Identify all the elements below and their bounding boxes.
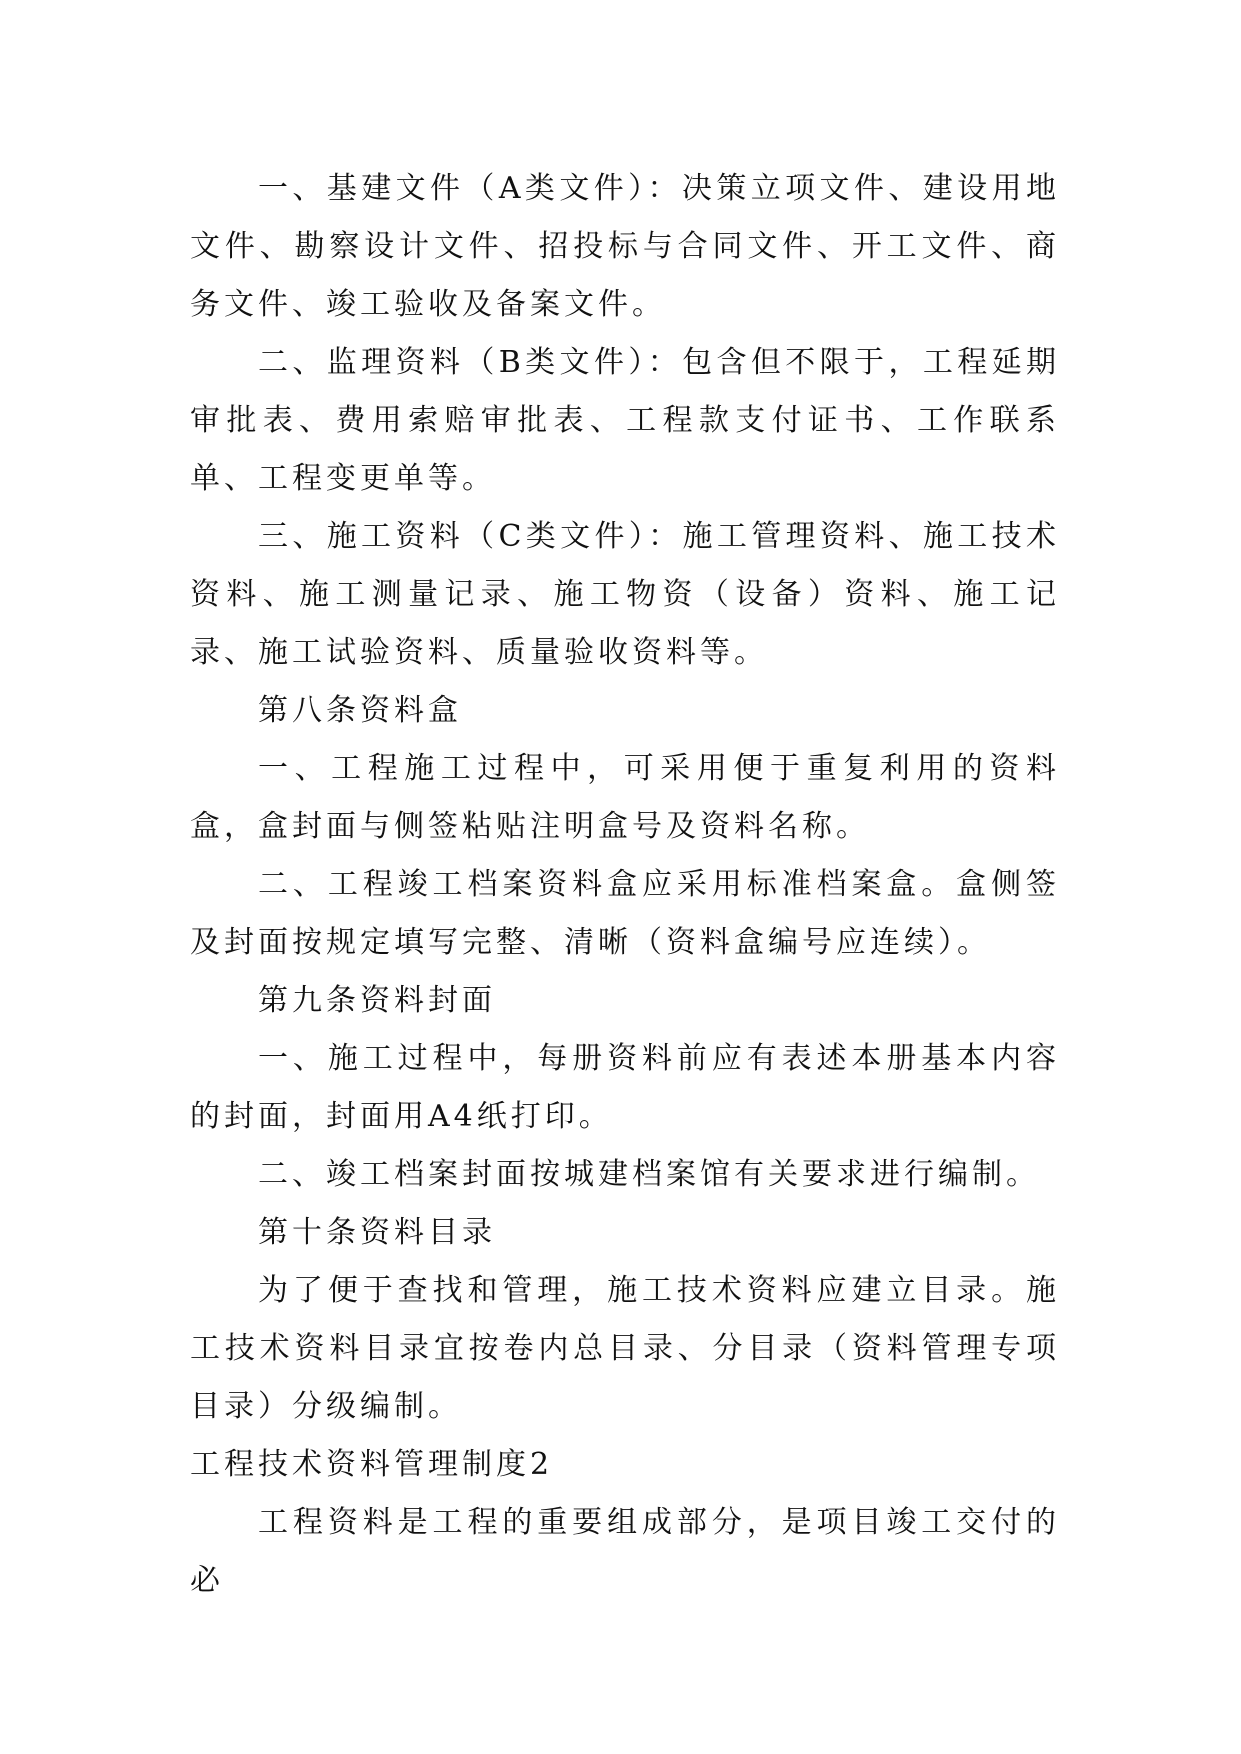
paragraph-engineering-materials-intro: 工程资料是工程的重要组成部分，是项目竣工交付的必 xyxy=(190,1505,1060,1598)
paragraph-basic-construction-files: 一、基建文件（A类文件）：决策立项文件、建设用地文件、勘察设计文件、招投标与合同文件、开工文件、商务文件、竣工验收及备案文件。 xyxy=(190,171,1060,322)
paragraph-standard-archive-boxes: 二、工程竣工档案资料盒应采用标准档案盒。盒侧签及封面按规定填写完整、清晰（资料盒编号应连续）。 xyxy=(190,867,1060,960)
paragraph-construction-materials: 三、施工资料（C类文件）：施工管理资料、施工技术资料、施工测量记录、施工物资（设备）资料、施工记录、施工试验资料、质量验收资料等。 xyxy=(190,519,1060,670)
paragraph-catalog-rules: 为了便于查找和管理，施工技术资料应建立目录。施工技术资料目录宜按卷内总目录、分目录（资料管理专项目录）分级编制。 xyxy=(190,1273,1060,1424)
article-8-heading: 第八条资料盒 xyxy=(258,693,462,728)
paragraph-reusable-boxes: 一、工程施工过程中，可采用便于重复利用的资料盒，盒封面与侧签粘贴注明盒号及资料名称。 xyxy=(190,751,1060,844)
paragraph-supervision-materials: 二、监理资料（B类文件）：包含但不限于，工程延期审批表、费用索赔审批表、工程款支付证书、工作联系单、工程变更单等。 xyxy=(190,345,1060,496)
article-9-heading: 第九条资料封面 xyxy=(258,983,496,1018)
document-body xyxy=(190,160,1060,1610)
paragraph-archive-cover: 二、竣工档案封面按城建档案馆有关要求进行编制。 xyxy=(258,1157,1040,1192)
paragraph-cover-printing: 一、施工过程中，每册资料前应有表述本册基本内容的封面，封面用A4纸打印。 xyxy=(190,1041,1060,1134)
section-title: 工程技术资料管理制度2 xyxy=(190,1447,554,1482)
article-10-heading: 第十条资料目录 xyxy=(258,1215,496,1250)
